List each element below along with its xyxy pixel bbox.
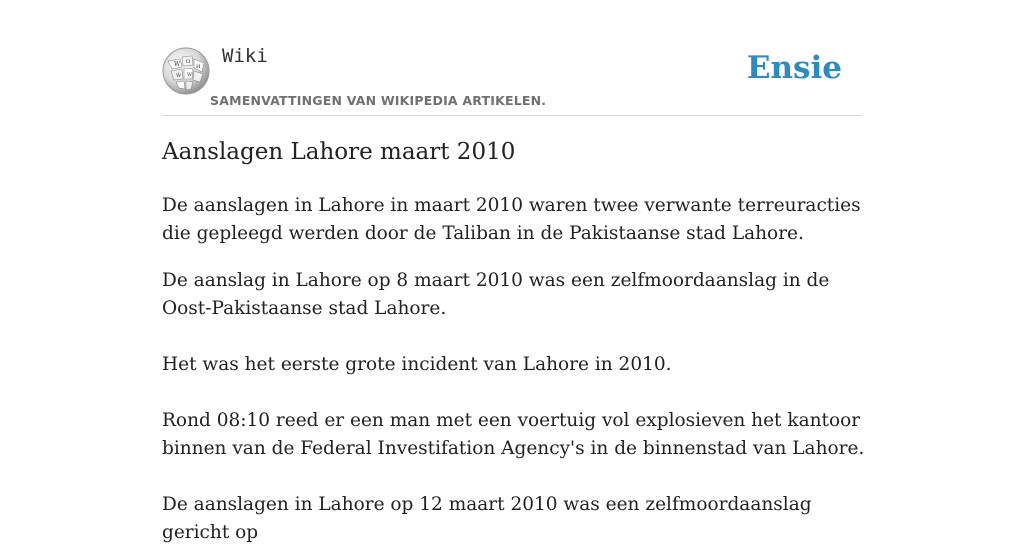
content-container	[162, 0, 865, 543]
svg-text:Ŵ: Ŵ	[176, 73, 182, 79]
article-paragraph: Het was het eerste grote incident van Lahore in 2010.	[162, 354, 672, 375]
svg-text:И: И	[196, 64, 201, 70]
article-paragraph: Rond 08:10 reed er een man met een voertuig vol explosieven het kantoor binnen van de Federal Investifation Agency's in de binnenstad van Lahore.	[162, 410, 865, 459]
site-header	[162, 0, 862, 116]
article-paragraph: De aanslag in Lahore op 8 maart 2010 was een zelfmoordaanslag in de Oost-Pakistaanse stad Lahore.	[162, 270, 830, 319]
article-paragraph: De aanslagen in Lahore in maart 2010 waren twee verwante terreuracties die gepleegd werden door de Taliban in de Pakistaanse stad Lahore.	[162, 195, 861, 244]
site-tagline: SAMENVATTINGEN VAN WIKIPEDIA ARTIKELEN.	[210, 93, 547, 108]
svg-text:W: W	[174, 61, 181, 68]
page-title: Aanslagen Lahore maart 2010	[162, 139, 516, 165]
wiki-label: Wiki	[222, 45, 268, 67]
article-paragraph: De aanslagen in Lahore op 12 maart 2010 was een zelfmoordaanslag gericht op	[162, 494, 812, 543]
wikipedia-globe-icon[interactable]	[162, 47, 210, 95]
svg-text:Ω: Ω	[186, 59, 191, 65]
svg-text:W: W	[187, 72, 193, 78]
ensie-brand-link[interactable]: Ensie	[746, 50, 842, 86]
